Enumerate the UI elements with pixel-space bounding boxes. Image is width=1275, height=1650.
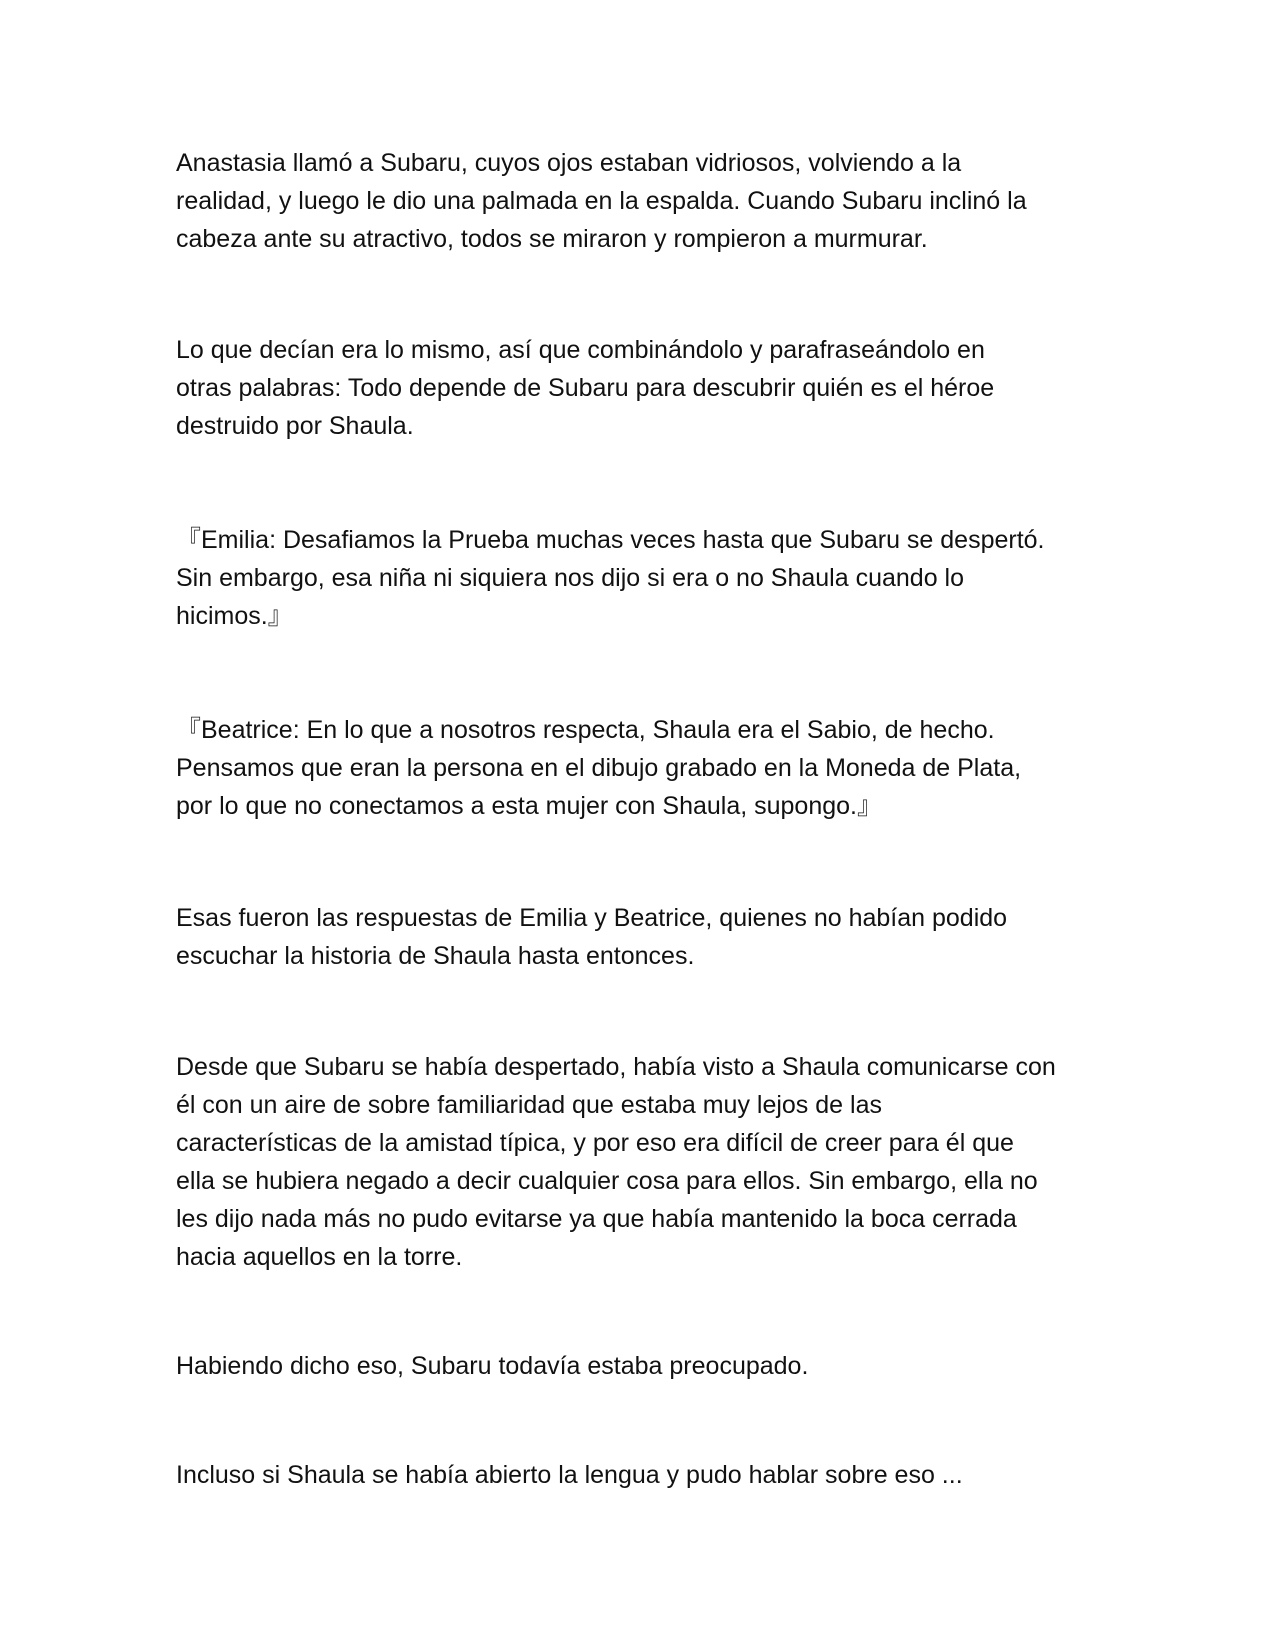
paragraph-line: 『Beatrice: En lo que a nosotros respecta, Shaula era el Sabio, de hecho.	[176, 716, 995, 744]
paragraph-line: les dijo nada más no pudo evitarse ya que había mantenido la boca cerrada	[176, 1205, 1017, 1233]
paragraph-line: Incluso si Shaula se había abierto la lengua y pudo hablar sobre eso ...	[176, 1461, 963, 1489]
paragraph-line: destruido por Shaula.	[176, 412, 414, 440]
paragraph-line: realidad, y luego le dio una palmada en la espalda. Cuando Subaru inclinó la	[176, 187, 1027, 215]
paragraph-line: Desde que Subaru se había despertado, había visto a Shaula comunicarse con	[176, 1053, 1056, 1081]
paragraph-4	[176, 711, 1106, 825]
paragraph-line: 『Emilia: Desafiamos la Prueba muchas veces hasta que Subaru se despertó.	[176, 526, 1045, 554]
paragraph-1	[176, 144, 1106, 258]
paragraph-3	[176, 521, 1106, 635]
paragraph-line: Esas fueron las respuestas de Emilia y Beatrice, quienes no habían podido	[176, 904, 1008, 932]
paragraph-6	[176, 1048, 1106, 1276]
paragraph-8	[176, 1456, 1106, 1494]
paragraph-line: Anastasia llamó a Subaru, cuyos ojos estaban vidriosos, volviendo a la	[176, 149, 962, 177]
paragraph-line: hacia aquellos en la torre.	[176, 1243, 463, 1271]
paragraph-line: cabeza ante su atractivo, todos se miraron y rompieron a murmurar.	[176, 225, 928, 253]
paragraph-line: Habiendo dicho eso, Subaru todavía estaba preocupado.	[176, 1352, 809, 1380]
paragraph-line: Lo que decían era lo mismo, así que combinándolo y parafraseándolo en	[176, 336, 985, 364]
paragraph-5	[176, 899, 1106, 975]
paragraph-line: hicimos.』	[176, 602, 293, 630]
paragraph-line: él con un aire de sobre familiaridad que estaba muy lejos de las	[176, 1091, 882, 1119]
paragraph-line: otras palabras: Todo depende de Subaru para descubrir quién es el héroe	[176, 374, 995, 402]
paragraph-line: ella se hubiera negado a decir cualquier cosa para ellos. Sin embargo, ella no	[176, 1167, 1038, 1195]
paragraph-line: por lo que no conectamos a esta mujer con Shaula, supongo.』	[176, 792, 882, 820]
paragraph-2	[176, 331, 1106, 445]
paragraph-7	[176, 1347, 1106, 1385]
paragraph-line: escuchar la historia de Shaula hasta entonces.	[176, 942, 695, 970]
paragraph-line: características de la amistad típica, y por eso era difícil de creer para él que	[176, 1129, 1014, 1157]
paragraph-line: Sin embargo, esa niña ni siquiera nos dijo si era o no Shaula cuando lo	[176, 564, 965, 592]
paragraph-line: Pensamos que eran la persona en el dibujo grabado en la Moneda de Plata,	[176, 754, 1022, 782]
